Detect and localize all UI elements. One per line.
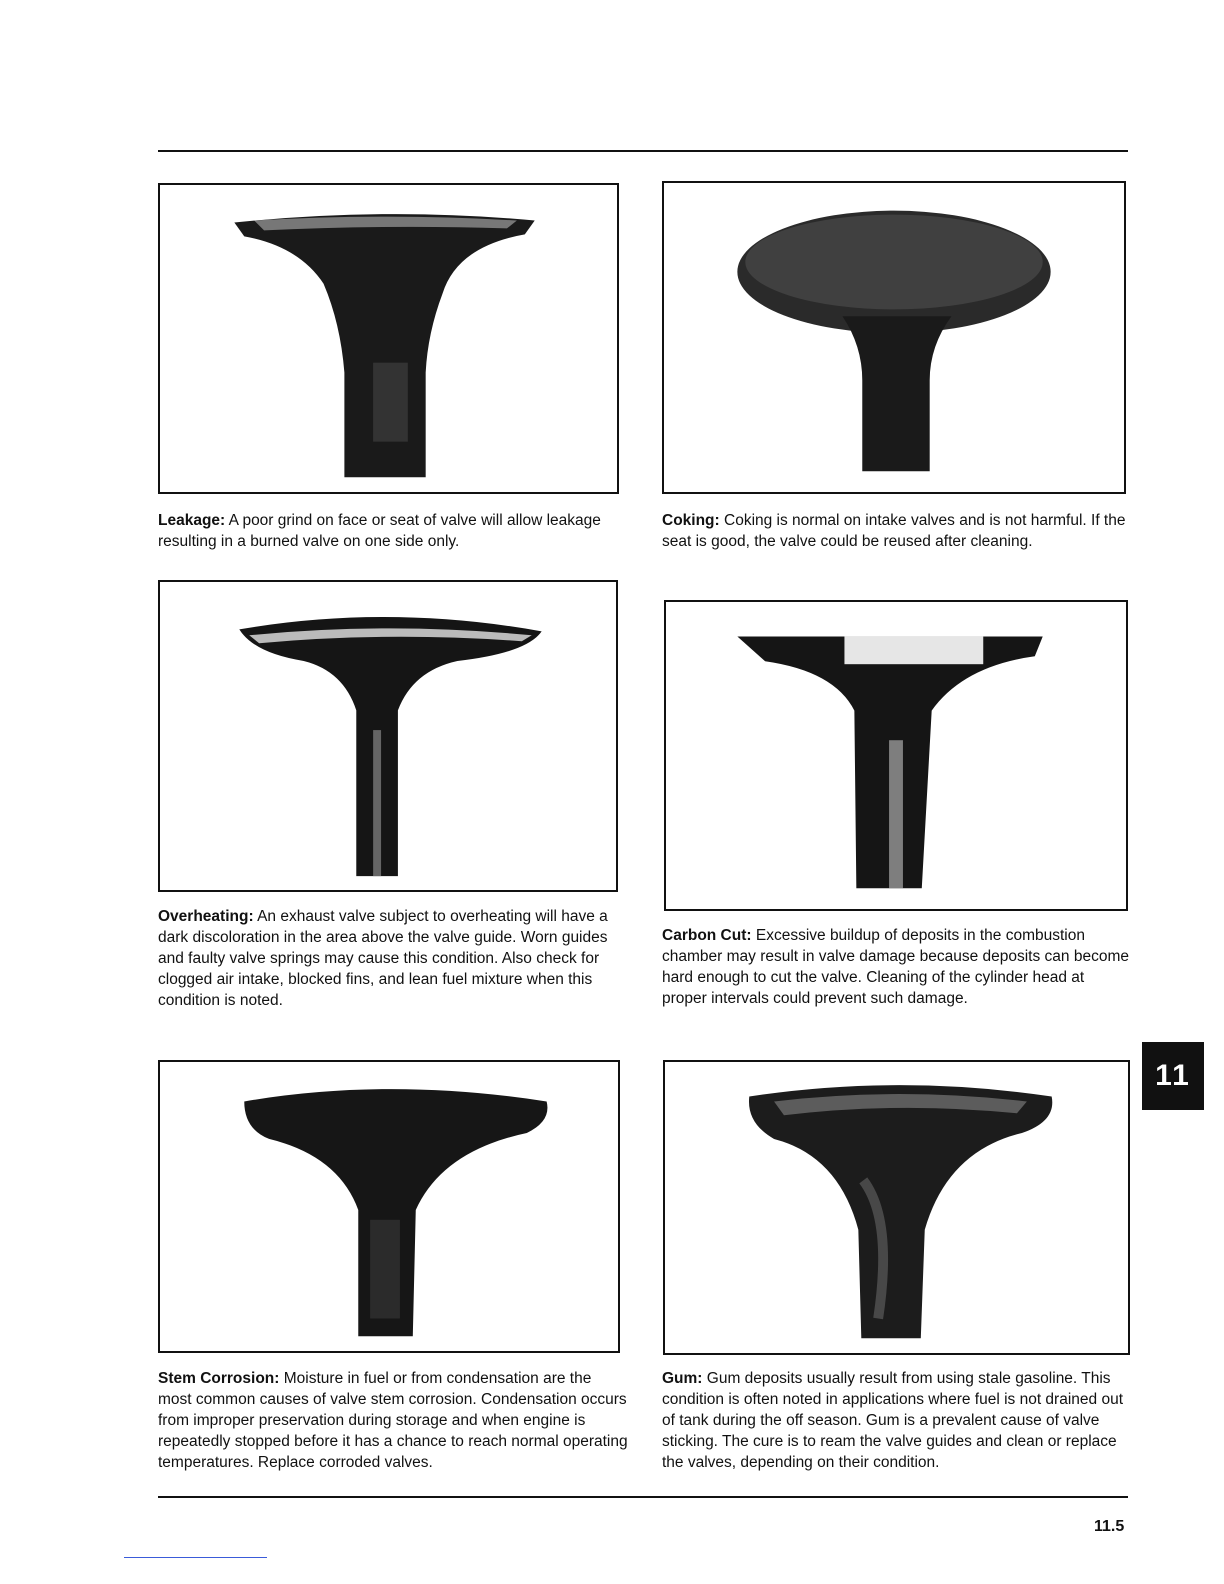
caption-leakage: [158, 510, 628, 552]
caption-carbon-cut: [662, 925, 1132, 1009]
caption-overheating: [158, 906, 618, 1011]
top-rule: [158, 150, 1128, 152]
page-number: 11.5: [1094, 1518, 1125, 1535]
valve-overheating-photo: [158, 580, 618, 892]
valve-leakage-photo: [158, 183, 619, 494]
valve-coking-photo: [662, 181, 1126, 494]
caption-body: A poor grind on face or seat of valve will allow leakage resulting in a burned valve on one side only.: [158, 512, 601, 550]
caption-body: An exhaust valve subject to overheating will have a dark discoloration in the area above the valve guide. Worn guides and faulty valve springs may cause this condition. Also check for clogged air intake, blocked fins, and lean fuel mixture when this condition is noted.: [158, 908, 608, 1009]
caption-body: Excessive buildup of deposits in the combustion chamber may result in valve damage because deposits can become hard enough to cut the valve. Cleaning of the cylinder head at proper intervals could prevent such damage.: [662, 927, 1129, 1007]
valve-carbon-cut-photo: [664, 600, 1128, 911]
caption-title: Carbon Cut:: [662, 927, 752, 944]
footer-link-underline: [124, 1557, 267, 1558]
caption-coking: [662, 510, 1132, 552]
valve-stem-corrosion-photo: [158, 1060, 620, 1353]
caption-gum: [662, 1368, 1132, 1473]
caption-body: Gum deposits usually result from using stale gasoline. This condition is often noted in applications where fuel is not drained out of tank during the off season. Gum is a prevalent cause of valve sticking. The cure is to ream the valve guides and clean or replace the valves, depending on their condition.: [662, 1370, 1123, 1471]
caption-title: Overheating:: [158, 908, 254, 925]
caption-title: Leakage:: [158, 512, 226, 529]
caption-stem-corrosion: [158, 1368, 628, 1473]
caption-body: Coking is normal on intake valves and is not harmful. If the seat is good, the valve could be reused after cleaning.: [662, 512, 1126, 550]
section-tab: 11: [1142, 1042, 1204, 1110]
caption-body: Moisture in fuel or from condensation are the most common causes of valve stem corrosion. Condensation occurs from improper preservation during storage and when engine is repeatedly stopped before it has a chance to reach normal operating temperatures. Replace corroded valves.: [158, 1370, 628, 1471]
valve-gum-photo: [663, 1060, 1130, 1355]
caption-title: Gum:: [662, 1370, 703, 1387]
caption-title: Coking:: [662, 512, 720, 529]
caption-title: Stem Corrosion:: [158, 1370, 280, 1387]
bottom-rule: [158, 1496, 1128, 1498]
